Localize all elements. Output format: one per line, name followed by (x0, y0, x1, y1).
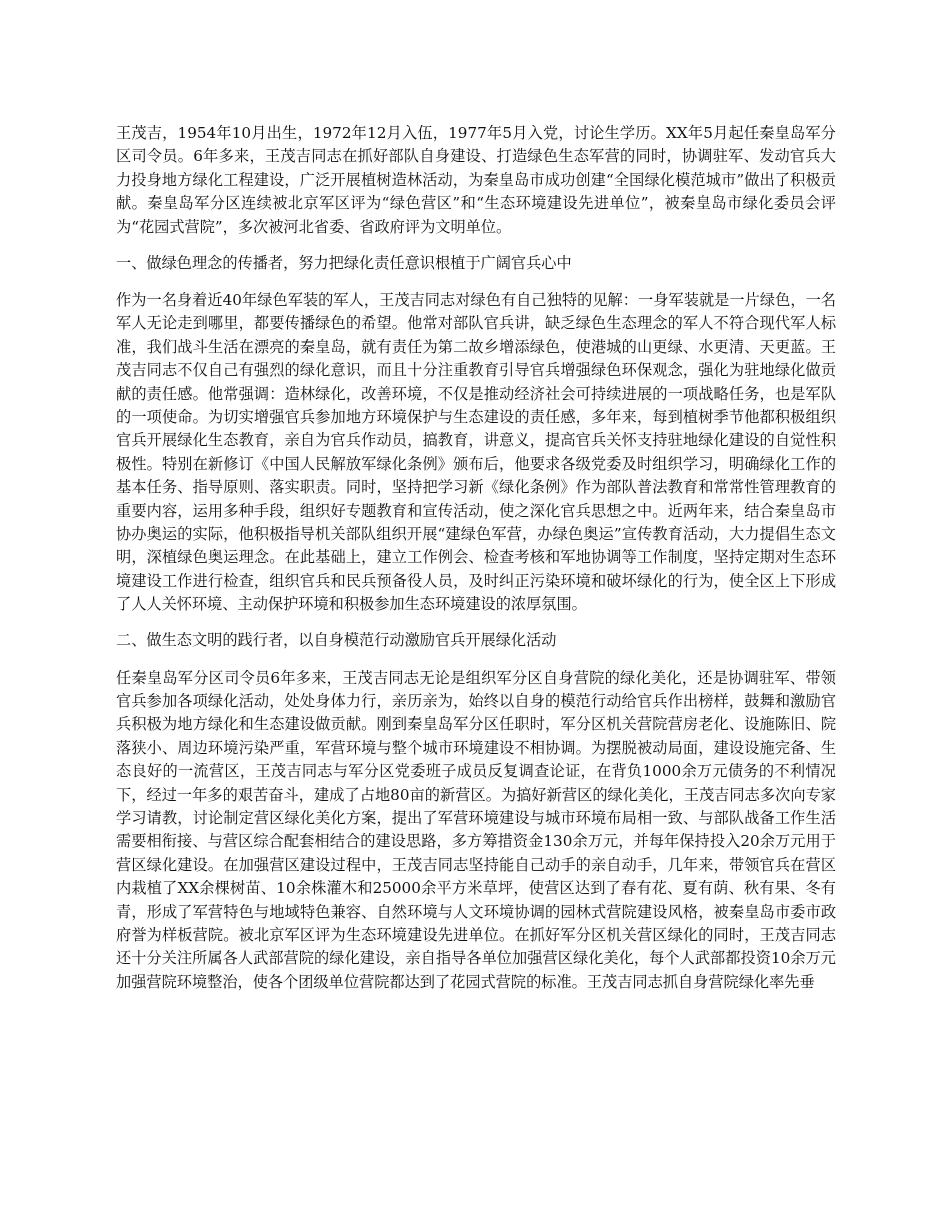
document-body (116, 122, 836, 1007)
section-2-paragraph: 任秦皇岛军分区司令员6年多来，王茂吉同志无论是组织军分区自身营院的绿化美化，还是协调驻军、带领官兵参加各项绿化活动，处处身体力行，亲历亲为，始终以自身的模范行动给官兵作出榜样，鼓舞和激励官兵积极为地方绿化和生态建设做贡献。刚到秦皇岛军分区任职时，军分区机关营院营房老化、设施陈旧、院落狭小、周边环境污染严重，军营环境与整个城市环境建设不相协调。为摆脱被动局面，建设设施完备、生态良好的一流营区，王茂吉同志与军分区党委班子成员反复调查论证，在背负1000余万元债务的不利情况下，经过一年多的艰苦奋斗，建成了占地80亩的新营区。为搞好新营区的绿化美化，王茂吉同志多次向专家学习请教，讨论制定营区绿化美化方案，提出了军营环境建设与城市环境布局相一致、与部队战备工作生活需要相衔接、与营区综合配套相结合的建设思路，多方筹措资金130余万元，并每年保持投入20余万元用于营区绿化建设。在加强营区建设过程中，王茂吉同志坚持能自己动手的亲自动手，几年来，带领官兵在营区内栽植了XX余棵树苗、10余株灌木和25000余平方米草坪，使营区达到了春有花、夏有荫、秋有果、冬有青，形成了军营特色与地域特色兼容、自然环境与人文环境协调的园林式营院建设风格，被秦皇岛市委市政府誉为样板营院。被北京军区评为生态环境建设先进单位。在抓好军分区机关营区绿化的同时，王茂吉同志还十分关注所属各人武部营院的绿化建设，亲自指导各单位加强营区绿化美化，每个人武部都投资10余万元加强营院环境整治，使各个团级单位营院都达到了花园式营院的标准。王茂吉同志抓自身营院绿化率先垂 (116, 668, 836, 991)
section-heading-1: 一、做绿色理念的传播者，努力把绿化责任意识根植于广阔官兵心中 (116, 253, 572, 272)
section-1-paragraph: 作为一名身着近40年绿色军装的军人，王茂吉同志对绿色有自己独特的见解：一身军装就是一片绿色，一名军人无论走到哪里，都要传播绿色的希望。他常对部队官兵讲，缺乏绿色生态理念的军人不符合现代军人标准，我们战斗生活在漂亮的秦皇岛，就有责任为第二故乡增添绿色，使港城的山更绿、水更清、天更蓝。王茂吉同志不仅自己有强烈的绿化意识，而且十分注重教育引导官兵增强绿色环保观念，强化为驻地绿化做贡献的责任感。他常强调：造林绿化，改善环境，不仅是推动经济社会可持续进展的一项战略任务，也是军队的一项使命。为切实增强官兵参加地方环境保护与生态建设的责任感，多年来，每到植树季节他都积极组织官兵开展绿化生态教育，亲自为官兵作动员，搞教育，讲意义，提高官兵关怀支持驻地绿化建设的自觉性积极性。特别在新修订《中国人民解放军绿化条例》颁布后，他要求各级党委及时组织学习，明确绿化工作的基本任务、指导原则、落实职责。同时，坚持把学习新《绿化条例》作为部队普法教育和常常性管理教育的重要内容，运用多种手段，组织好专题教育和宣传活动，使之深化官兵思想之中。近两年来，结合秦皇岛市协办奥运的实际，他积极指导机关部队组织开展“建绿色军营，办绿色奥运”宣传教育活动，大力提倡生态文明，深植绿色奥运理念。在此基础上，建立工作例会、检查考核和军地协调等工作制度，坚持定期对生态环境建设工作进行检查，组织官兵和民兵预备役人员，及时纠正污染环境和破坏绿化的行为，使全区上下形成了人人关怀环境、主动保护环境和积极参加生态环境建设的浓厚氛围。 (116, 290, 836, 614)
intro-paragraph: 王茂吉，1954年10月出生，1972年12月入伍，1977年5月入党，讨论生学历。XX年5月起任秦皇岛军分区司令员。6年多来，王茂吉同志在抓好部队自身建设、打造绿色生态军营的同时，协调驻军、发动官兵大力投身地方绿化工程建设，广泛开展植树造林活动，为秦皇岛市成功创建“全国绿化模范城市”做出了积极贡献。秦皇岛军分区连续被北京军区评为“绿色营区”和“生态环境建设先进单位”，被秦皇岛市绿化委员会评为“花园式营院”，多次被河北省委、省政府评为文明单位。 (116, 124, 836, 236)
section-heading-2: 二、做生态文明的践行者，以自身模范行动激励官兵开展绿化活动 (116, 631, 557, 650)
